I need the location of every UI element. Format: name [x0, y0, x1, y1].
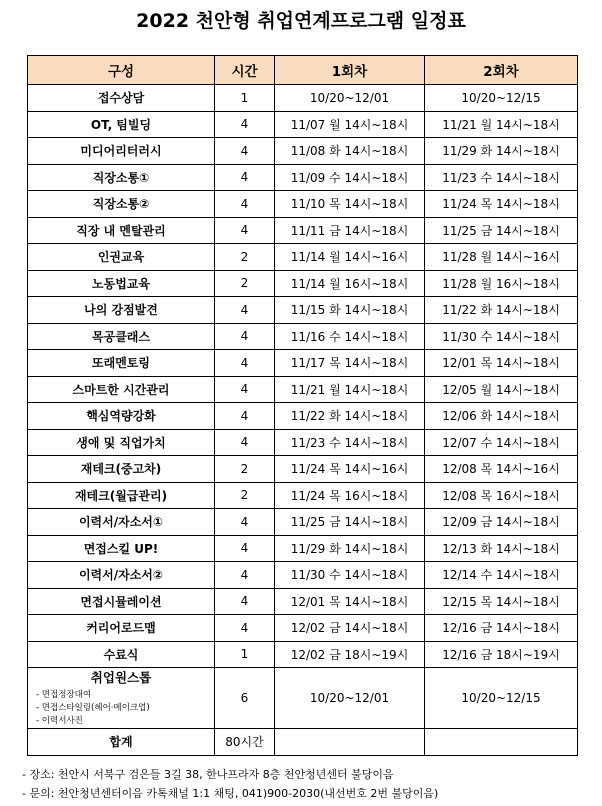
program-name: 생애 및 직업가치	[28, 429, 215, 456]
program-hours: 4	[215, 138, 275, 165]
special-session-1: 10/20~12/01	[275, 668, 425, 729]
session-1-date: 11/22 화 14시~18시	[275, 403, 425, 430]
program-hours: 4	[215, 164, 275, 191]
session-2-date: 11/24 목 14시~18시	[425, 191, 578, 218]
program-hours: 4	[215, 191, 275, 218]
program-hours: 4	[215, 111, 275, 138]
session-2-date: 12/16 금 18시~19시	[425, 641, 578, 668]
session-2-date: 12/15 목 14시~18시	[425, 588, 578, 615]
session-2-date: 12/08 목 14시~16시	[425, 456, 578, 483]
session-2-date: 12/07 수 14시~18시	[425, 429, 578, 456]
column-header-composition: 구성	[28, 56, 215, 85]
program-name: 미디어리터러시	[28, 138, 215, 165]
table-row	[28, 85, 578, 112]
program-name: 인권교육	[28, 244, 215, 271]
special-row	[28, 668, 578, 729]
special-session-2: 10/20~12/15	[425, 668, 578, 729]
program-hours: 1	[215, 641, 275, 668]
session-2-date: 10/20~12/15	[425, 85, 578, 112]
program-hours: 2	[215, 244, 275, 271]
column-header-session-1: 1회차	[275, 56, 425, 85]
program-name: 면접스킬 UP!	[28, 535, 215, 562]
session-1-date: 12/01 목 14시~18시	[275, 588, 425, 615]
program-hours: 2	[215, 270, 275, 297]
program-name: 스마트한 시간관리	[28, 376, 215, 403]
total-session-1	[275, 729, 425, 756]
program-name: 이력서/자소서②	[28, 562, 215, 589]
table-row	[28, 482, 578, 509]
program-hours: 4	[215, 535, 275, 562]
notes	[22, 765, 592, 803]
table-row	[28, 111, 578, 138]
header-row	[28, 56, 578, 85]
column-header-hours: 시간	[215, 56, 275, 85]
table-row	[28, 615, 578, 642]
program-hours: 4	[215, 403, 275, 430]
program-hours: 4	[215, 615, 275, 642]
program-name: 커리어로드맵	[28, 615, 215, 642]
session-1-date: 11/14 월 16시~18시	[275, 270, 425, 297]
program-name: 면접시뮬레이션	[28, 588, 215, 615]
session-2-date: 12/09 금 14시~18시	[425, 509, 578, 536]
table-row	[28, 297, 578, 324]
session-1-date: 11/21 월 14시~18시	[275, 376, 425, 403]
session-1-date: 12/02 금 18시~19시	[275, 641, 425, 668]
total-session-2	[425, 729, 578, 756]
special-cell	[28, 668, 215, 729]
session-2-date: 11/25 금 14시~18시	[425, 217, 578, 244]
table-row	[28, 562, 578, 589]
table-row	[28, 350, 578, 377]
program-hours: 2	[215, 482, 275, 509]
program-hours: 4	[215, 376, 275, 403]
session-2-date: 12/05 월 14시~18시	[425, 376, 578, 403]
program-hours: 1	[215, 85, 275, 112]
program-hours: 4	[215, 323, 275, 350]
session-1-date: 11/24 목 14시~16시	[275, 456, 425, 483]
program-name: 이력서/자소서①	[28, 509, 215, 536]
special-hours: 6	[215, 668, 275, 729]
table-row	[28, 535, 578, 562]
session-1-date: 12/02 금 14시~18시	[275, 615, 425, 642]
program-name: 직장 내 멘탈관리	[28, 217, 215, 244]
session-2-date: 12/13 화 14시~18시	[425, 535, 578, 562]
session-2-date: 12/08 목 16시~18시	[425, 482, 578, 509]
program-name: 핵심역량강화	[28, 403, 215, 430]
session-2-date: 11/22 화 14시~18시	[425, 297, 578, 324]
session-2-date: 11/28 월 14시~16시	[425, 244, 578, 271]
session-1-date: 11/08 화 14시~18시	[275, 138, 425, 165]
session-1-date: 11/07 월 14시~18시	[275, 111, 425, 138]
session-2-date: 11/21 월 14시~18시	[425, 111, 578, 138]
column-header-session-2: 2회차	[425, 56, 578, 85]
program-hours: 4	[215, 509, 275, 536]
program-hours: 4	[215, 562, 275, 589]
program-name: 또래멘토링	[28, 350, 215, 377]
table-row	[28, 403, 578, 430]
program-hours: 4	[215, 588, 275, 615]
session-2-date: 11/30 수 14시~18시	[425, 323, 578, 350]
program-name: 직장소통①	[28, 164, 215, 191]
table-row	[28, 376, 578, 403]
table-row	[28, 138, 578, 165]
table-row	[28, 509, 578, 536]
program-name: 목공클래스	[28, 323, 215, 350]
session-1-date: 11/25 금 14시~18시	[275, 509, 425, 536]
table-row	[28, 191, 578, 218]
table-row	[28, 456, 578, 483]
table-row	[28, 270, 578, 297]
table-row	[28, 164, 578, 191]
table-row	[28, 244, 578, 271]
session-1-date: 11/23 수 14시~18시	[275, 429, 425, 456]
session-2-date: 12/06 화 14시~18시	[425, 403, 578, 430]
session-2-date: 11/29 화 14시~18시	[425, 138, 578, 165]
special-item: - 면접정장대여	[36, 690, 92, 700]
session-1-date: 11/16 수 14시~18시	[275, 323, 425, 350]
table-row	[28, 429, 578, 456]
schedule-table	[27, 55, 578, 756]
table-row	[28, 641, 578, 668]
session-2-date: 12/14 수 14시~18시	[425, 562, 578, 589]
special-items	[28, 689, 214, 728]
program-hours: 4	[215, 350, 275, 377]
program-name: 재테크(중고차)	[28, 456, 215, 483]
session-2-date: 11/23 수 14시~18시	[425, 164, 578, 191]
session-1-date: 11/11 금 14시~18시	[275, 217, 425, 244]
special-item: - 이력서사진	[36, 716, 83, 726]
program-name: OT, 팀빌딩	[28, 111, 215, 138]
program-name: 노동법교육	[28, 270, 215, 297]
session-1-date: 11/15 화 14시~18시	[275, 297, 425, 324]
session-1-date: 10/20~12/01	[275, 85, 425, 112]
program-hours: 4	[215, 217, 275, 244]
note-location: - 장소: 천안시 서북구 검은들 3길 38, 한나프라자 8층 천안청년센터 불당이음	[22, 768, 394, 781]
total-hours: 80시간	[215, 729, 275, 756]
session-2-date: 12/16 금 14시~18시	[425, 615, 578, 642]
program-name: 수료식	[28, 641, 215, 668]
session-1-date: 11/24 목 16시~18시	[275, 482, 425, 509]
special-title: 취업원스톱	[90, 670, 152, 685]
program-hours: 4	[215, 429, 275, 456]
table-row	[28, 217, 578, 244]
program-name: 재테크(월급관리)	[28, 482, 215, 509]
program-name: 나의 강점발견	[28, 297, 215, 324]
table-row	[28, 323, 578, 350]
session-1-date: 11/17 목 14시~18시	[275, 350, 425, 377]
session-2-date: 12/01 목 14시~18시	[425, 350, 578, 377]
session-1-date: 11/14 월 14시~16시	[275, 244, 425, 271]
session-2-date: 11/28 월 16시~18시	[425, 270, 578, 297]
special-item: - 면접스타일링(헤어·메이크업)	[36, 703, 150, 713]
table-row	[28, 588, 578, 615]
session-1-date: 11/29 화 14시~18시	[275, 535, 425, 562]
session-1-date: 11/10 목 14시~18시	[275, 191, 425, 218]
page-title: 2022 천안형 취업연계프로그램 일정표	[136, 10, 466, 32]
session-1-date: 11/30 수 14시~18시	[275, 562, 425, 589]
session-1-date: 11/09 수 14시~18시	[275, 164, 425, 191]
program-name: 직장소통②	[28, 191, 215, 218]
total-label: 합계	[28, 729, 215, 756]
note-contact: - 문의: 천안청년센터이음 카톡채널 1:1 채팅, 041)900-2030(내선번호 2번 불당이음)	[22, 787, 439, 800]
total-row	[28, 729, 578, 756]
program-hours: 4	[215, 297, 275, 324]
program-name: 접수상담	[28, 85, 215, 112]
program-hours: 2	[215, 456, 275, 483]
